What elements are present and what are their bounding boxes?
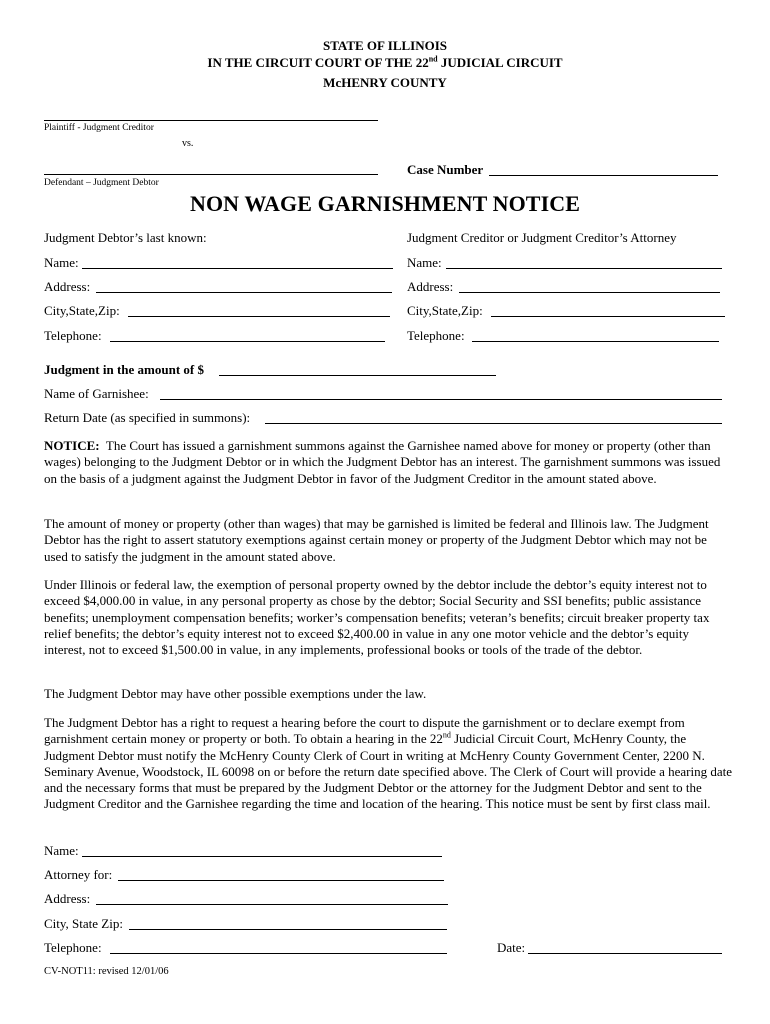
date-field[interactable] — [528, 939, 722, 954]
case-number-label: Case Number — [407, 162, 484, 177]
return-date-label: Return Date (as specified in summons): — [44, 410, 251, 425]
creditor-name-field[interactable] — [446, 254, 722, 269]
attorney-for-label: Attorney for: — [44, 867, 113, 882]
court-heading: IN THE CIRCUIT COURT OF THE 22nd JUDICIAL CIRCUIT — [207, 54, 563, 70]
signature-telephone-label: Telephone: — [44, 940, 102, 955]
form-id: CV-NOT11: revised 12/01/06 — [44, 966, 169, 977]
debtor-heading: Judgment Debtor’s last known: — [44, 230, 207, 245]
state-heading: STATE OF ILLINOIS — [322, 38, 448, 53]
judgment-amount-label: Judgment in the amount of $ — [44, 362, 204, 377]
vs-label: vs. — [182, 138, 194, 149]
signature-name-field[interactable] — [82, 842, 442, 857]
debtor-telephone-field[interactable] — [110, 327, 385, 342]
notice-lead: NOTICE: — [44, 438, 100, 453]
debtor-city-label: City,State,Zip: — [44, 303, 120, 318]
notice-paragraph-5: The Judgment Debtor has a right to request a hearing before the court to dispute the garnishment or to declare exempt from garnishment certain money or property or both. To obtain a hearing in the 22nd Judicial Circuit Court, McHenry County, the Judgment Debtor must notify the McHenry County Clerk of Court in writing at McHenry County Government Center, 2200 N. Seminary Avenue, Woodstock, IL 60098 on or before the return date specified above. The Clerk of Court will provide a hearing date and the necessary forms that must be prepared by the Judgment Debtor or the attorney for the Judgment Debtor and sent to the Judgment Creditor and the Garnishee regarding the time and location of the hearing. This notice must be sent by first class mail. — [44, 715, 732, 812]
plaintiff-field[interactable] — [44, 106, 378, 121]
creditor-name-label: Name: — [407, 255, 442, 270]
signature-telephone-field[interactable] — [110, 939, 447, 954]
date-label: Date: — [497, 940, 526, 955]
creditor-city-field[interactable] — [491, 302, 725, 317]
attorney-for-field[interactable] — [118, 866, 444, 881]
debtor-name-label: Name: — [44, 255, 79, 270]
return-date-field[interactable] — [265, 409, 722, 424]
debtor-telephone-label: Telephone: — [44, 328, 102, 343]
garnishee-field[interactable] — [160, 385, 722, 400]
debtor-address-field[interactable] — [96, 278, 392, 293]
county-heading: McHENRY COUNTY — [323, 75, 447, 90]
garnishee-label: Name of Garnishee: — [44, 386, 149, 401]
notice-paragraph-3: Under Illinois or federal law, the exemption of personal property owned by the debtor include the debtor’s equity interest not to exceed $4,000.00 in value, in any personal property as chose by the debtor; Social Security and SSI benefits; public assistance benefits; unemployment compensation benefits; worker’s compensation benefits; veteran’s benefits; circuit breaker property tax relief benefits; the debtor’s equity interest not to exceed $2,400.00 in value in any one motor vehicle and the debtor’s equity interest, not to exceed $1,500.00 in value, in any implements, professional books or tools of the trade of the debtor. — [44, 577, 710, 658]
document-title: NON WAGE GARNISHMENT NOTICE — [189, 191, 580, 216]
creditor-city-label: City,State,Zip: — [407, 303, 483, 318]
defendant-field[interactable] — [44, 160, 378, 175]
signature-name-label: Name: — [44, 843, 79, 858]
signature-address-label: Address: — [44, 891, 91, 906]
defendant-label: Defendant – Judgment Debtor — [44, 178, 159, 188]
notice-paragraph-4: The Judgment Debtor may have other possible exemptions under the law. — [44, 686, 427, 701]
signature-address-field[interactable] — [96, 890, 448, 905]
notice-paragraph-2: The amount of money or property (other than wages) that may be garnished is limited be federal and Illinois law. The Judgment Debtor has the right to assert statutory exemptions against certain money or property of the Judgment Debtor which may not be used to satisfy the judgment in the amount stated above. — [44, 516, 709, 564]
signature-city-field[interactable] — [129, 915, 447, 930]
plaintiff-label: Plaintiff - Judgment Creditor — [44, 123, 154, 133]
case-number-field[interactable] — [489, 161, 718, 176]
creditor-telephone-field[interactable] — [472, 327, 719, 342]
debtor-address-label: Address: — [44, 279, 91, 294]
creditor-telephone-label: Telephone: — [407, 328, 465, 343]
signature-city-label: City, State Zip: — [44, 916, 123, 931]
creditor-address-field[interactable] — [459, 278, 720, 293]
notice-paragraph-1: NOTICE: The Court has issued a garnishment summons against the Garnishee named above for money or property (other than wages) belonging to the Judgment Debtor or in which the Judgment Debtor has an interest. The garnishment summons was issued on the basis of a judgment against the Judgment Debtor in favor of the Judgment Creditor in the amount stated above. — [44, 438, 721, 486]
creditor-heading: Judgment Creditor or Judgment Creditor’s Attorney — [407, 230, 677, 245]
creditor-address-label: Address: — [407, 279, 454, 294]
debtor-city-field[interactable] — [128, 302, 390, 317]
debtor-name-field[interactable] — [82, 254, 393, 269]
judgment-amount-field[interactable] — [219, 361, 496, 376]
